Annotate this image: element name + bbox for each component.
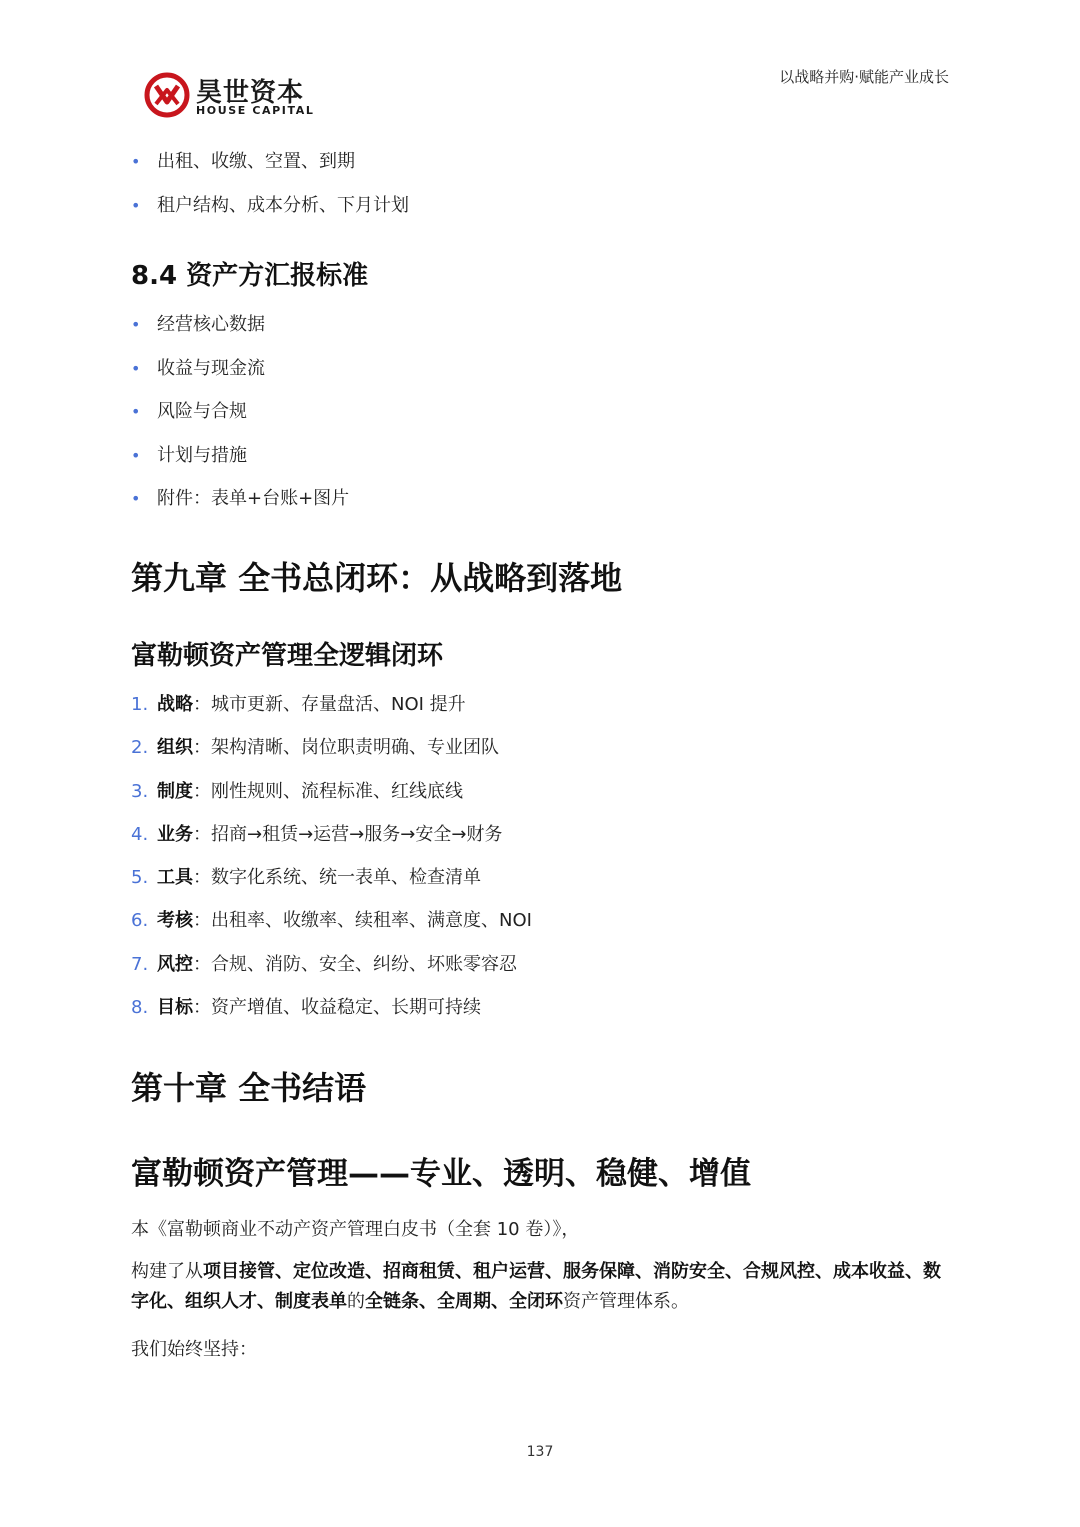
bullet-icon: • [131,489,141,508]
chapter-9-subtitle: 富勒顿资产管理全逻辑闭环 [131,641,444,671]
list-item: 5. 工具：数字化系统、统一表单、检查清单 [131,867,481,889]
bullet-icon: • [131,195,141,215]
page-number: 137 [526,1444,554,1460]
bullet-icon: • [131,315,141,334]
chapter-10-title: 第十章 全书结语 [131,1069,367,1107]
logo-english-name: HOUSE CAPITAL [196,104,315,117]
list-item: • 附件：表单+台账+图片 [131,486,349,530]
list-item: 2. 组织：架构清晰、岗位职责明确、专业团队 [131,737,499,759]
list-item: • 风险与合规 [131,399,349,443]
company-logo [144,70,314,120]
chapter-9-title: 第九章 全书总闭环：从战略到落地 [131,559,623,597]
bullet-icon: • [131,402,141,421]
highlight-system: 全链条、全周期、全闭环 [365,1291,563,1312]
list-item: 7. 风控：合规、消防、安全、纠纷、坏账零容忍 [131,953,517,975]
list-item: • 出租、收缴、空置、到期 [131,149,409,193]
list-item: • 计划与措施 [131,443,349,487]
house-capital-logo-icon [144,72,190,118]
list-item: 3. 制度：刚性规则、流程标准、红线底线 [131,780,463,802]
highlight-scope: 项目接管、定位改造、招商租赁、租户运营、服务保障、消防安全、合规风控、成本收益、数字化、组织人才、制度表单 [131,1261,941,1312]
closed-loop-list [131,692,532,1038]
body-paragraph: 构建了从项目接管、定位改造、招商租赁、租户运营、服务保障、消防安全、合规风控、成本收益、数字化、组织人才、制度表单的全链条、全周期、全闭环资产管理体系。 [131,1261,941,1312]
list-item: • 租户结构、成本分析、下月计划 [131,193,409,237]
intro-paragraph: 本《富勒顿商业不动产资产管理白皮书（全套 10 卷）》， [131,1219,580,1240]
header-slogan: 以战略并购·赋能产业成长 [779,68,949,86]
logo-chinese-name: 昊世资本 [196,78,305,108]
list-item: • 经营核心数据 [131,312,349,356]
list-item: • 收益与现金流 [131,356,349,400]
bullet-icon: • [131,358,141,378]
chapter-10-headline: 富勒顿资产管理——专业、透明、稳健、增值 [131,1156,751,1192]
bullet-icon: • [131,152,141,171]
list-item: 8. 目标：资产增值、收益稳定、长期可持续 [131,997,481,1019]
list-item: 4. 业务：招商→租赁→运营→服务→安全→财务 [131,823,503,845]
section-heading-8-4: 8.4 资产方汇报标准 [131,261,369,291]
list-item: 6. 考核：出租率、收缴率、续租率、满意度、NOI [131,910,532,932]
list-item: 1. 战略：城市更新、存量盘活、NOI 提升 [131,694,466,715]
section-8-4-list [131,312,349,530]
top-bullet-list [131,149,409,236]
closing-line: 我们始终坚持： [131,1339,257,1360]
bullet-icon: • [131,445,141,465]
